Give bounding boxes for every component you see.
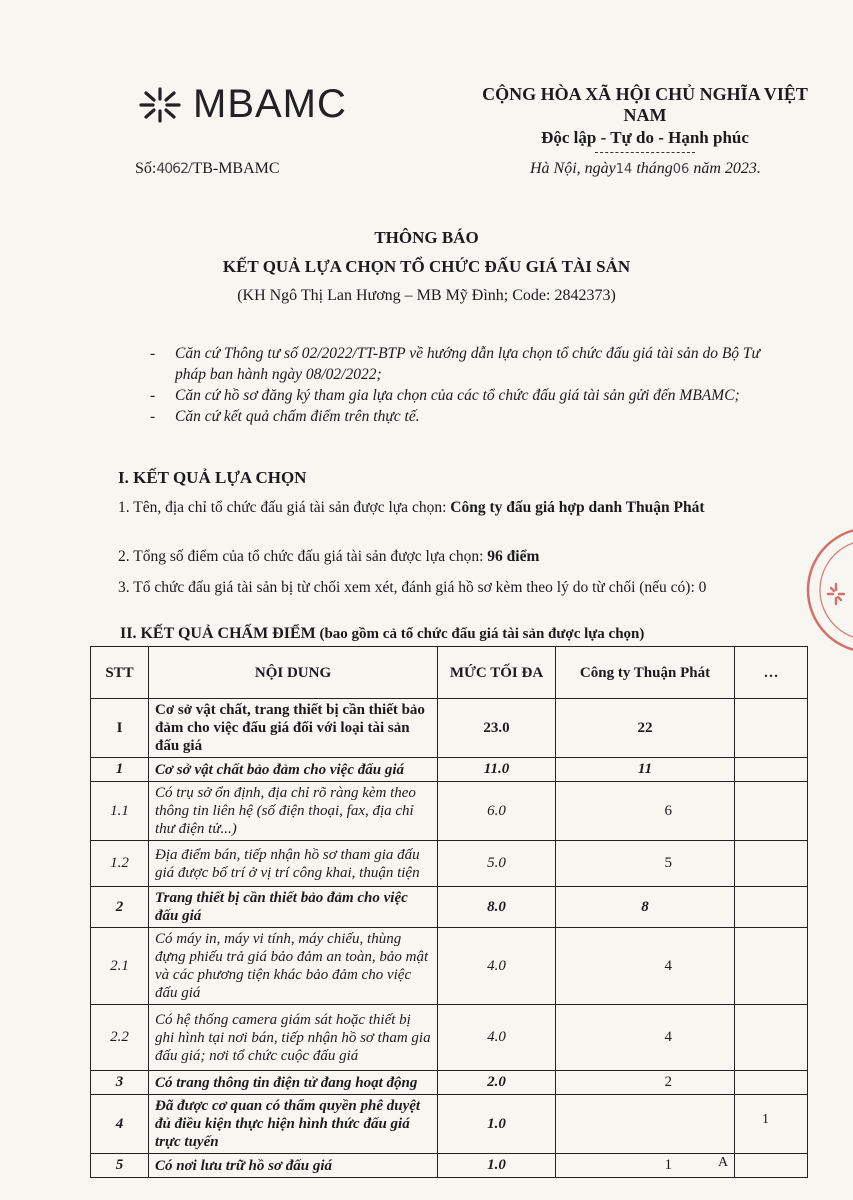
table-row: 1 Cơ sở vật chất bảo đảm cho việc đấu giá 11.0 11 bbox=[91, 758, 808, 782]
nation-name: CỘNG HÒA XÃ HỘI CHỦ NGHĨA VIỆT NAM bbox=[482, 84, 808, 125]
day-handwritten: 14 bbox=[615, 162, 633, 177]
header-stt: STT bbox=[91, 647, 149, 699]
table-row: 1.2 Địa điểm bán, tiếp nhận hồ sơ tham gia đấu giá được bố trí ở vị trí công khai, thuận tiện 5.0 5 bbox=[91, 841, 808, 887]
doc-subtitle: KẾT QUẢ LỰA CHỌN TỔ CHỨC ĐẤU GIÁ TÀI SẢN bbox=[222, 257, 631, 276]
national-header bbox=[460, 84, 830, 153]
table-header-row bbox=[91, 647, 808, 699]
table-row: 1.1 Có trụ sở ổn định, địa chỉ rõ ràng kèm theo thông tin liên hệ (số điện thoại, fax, địa chỉ thư điện tử...) 6.0 6 bbox=[91, 782, 808, 841]
logo-wordmark: MBAMC bbox=[193, 82, 347, 126]
star-logo-icon bbox=[135, 85, 185, 125]
section2-heading: II. KẾT QUẢ CHẤM ĐIỂM (bao gồm cả tổ chức đấu giá tài sản được lựa chọn) bbox=[120, 625, 645, 642]
doc-customer-line: (KH Ngô Thị Lan Hương – MB Mỹ Đình; Code: 2842373) bbox=[237, 287, 616, 304]
table-row: 2.1 Có máy in, máy vi tính, máy chiếu, thùng đựng phiếu trả giá bảo đảm an toàn, bảo mật và các phương tiện khác bảo đảm cho việc đấu giá 4.0 4 bbox=[91, 928, 808, 1005]
header-max: MỨC TỐI ĐA bbox=[438, 647, 556, 699]
header-org: Công ty Thuận Phát bbox=[556, 647, 735, 699]
table-row: 2.2 Có hệ thống camera giám sát hoặc thiết bị ghi hình tại nơi bán, tiếp nhận hồ sơ tham gia đấu giá; nơi tổ chức cuộc đấu giá 4.0 4 bbox=[91, 1005, 808, 1071]
selected-org-name: Công ty đấu giá hợp danh Thuận Phát bbox=[450, 499, 705, 516]
legal-basis-item: - Căn cứ kết quả chấm điểm trên thực tế. bbox=[150, 406, 790, 427]
page-number: 1 bbox=[762, 1112, 769, 1127]
table-row: 5 Có nơi lưu trữ hồ sơ đấu giá 1.0 1 bbox=[91, 1154, 808, 1178]
selected-org-line: 1. Tên, địa chỉ tổ chức đấu giá tài sản được lựa chọn: Công ty đấu giá hợp danh Thuận Phát bbox=[118, 499, 705, 516]
mbamc-logo bbox=[135, 82, 347, 127]
table-row: I Cơ sở vật chất, trang thiết bị cần thiết bảo đảm cho việc đấu giá đối với loại tài sản đấu giá 23.0 22 bbox=[91, 699, 808, 758]
score-table bbox=[90, 646, 808, 1178]
legal-bases-list bbox=[150, 343, 790, 427]
place-date: Hà Nội, ngày14 tháng06 năm 2023. bbox=[530, 160, 761, 177]
page-mark: A bbox=[718, 1155, 729, 1170]
header-content: NỘI DUNG bbox=[149, 647, 438, 699]
nation-motto: Độc lập - Tự do - Hạnh phúc bbox=[541, 128, 749, 147]
table-row: 3 Có trang thông tin điện tử đang hoạt động 2.0 2 bbox=[91, 1071, 808, 1095]
red-seal-stamp bbox=[798, 520, 853, 660]
legal-basis-item: - Căn cứ hồ sơ đăng ký tham gia lựa chọn của các tổ chức đấu giá tài sản gửi đến MBAMC; bbox=[150, 385, 790, 406]
table-row: 4 Đã được cơ quan có thẩm quyền phê duyệt đủ điều kiện thực hiện hình thức đấu giá trực tuyến 1.0 bbox=[91, 1095, 808, 1154]
header-extra: … bbox=[735, 647, 808, 699]
section1-heading: I. KẾT QUẢ LỰA CHỌN bbox=[118, 468, 307, 487]
rejected-org-line: 3. Tổ chức đấu giá tài sản bị từ chối xem xét, đánh giá hồ sơ kèm theo lý do từ chối (nếu có): 0 bbox=[118, 579, 707, 596]
month-handwritten: 06 bbox=[672, 162, 690, 177]
total-score-line: 2. Tổng số điểm của tổ chức đấu giá tài sản được lựa chọn: 96 điểm bbox=[118, 548, 540, 565]
doc-title: THÔNG BÁO bbox=[374, 228, 479, 247]
legal-basis-item: - Căn cứ Thông tư số 02/2022/TT-BTP về hướng dẫn lựa chọn tổ chức đấu giá tài sản do Bộ Tư pháp ban hành ngày 08/02/2022; bbox=[150, 343, 790, 385]
table-row: 2 Trang thiết bị cần thiết bảo đảm cho việc đấu giá 8.0 8 bbox=[91, 887, 808, 928]
doc-number-handwritten: 4062 bbox=[156, 161, 188, 177]
document-number: Số:4062/TB-MBAMC bbox=[135, 160, 280, 177]
total-score-value: 96 điểm bbox=[487, 548, 540, 565]
motto-divider bbox=[595, 152, 695, 153]
